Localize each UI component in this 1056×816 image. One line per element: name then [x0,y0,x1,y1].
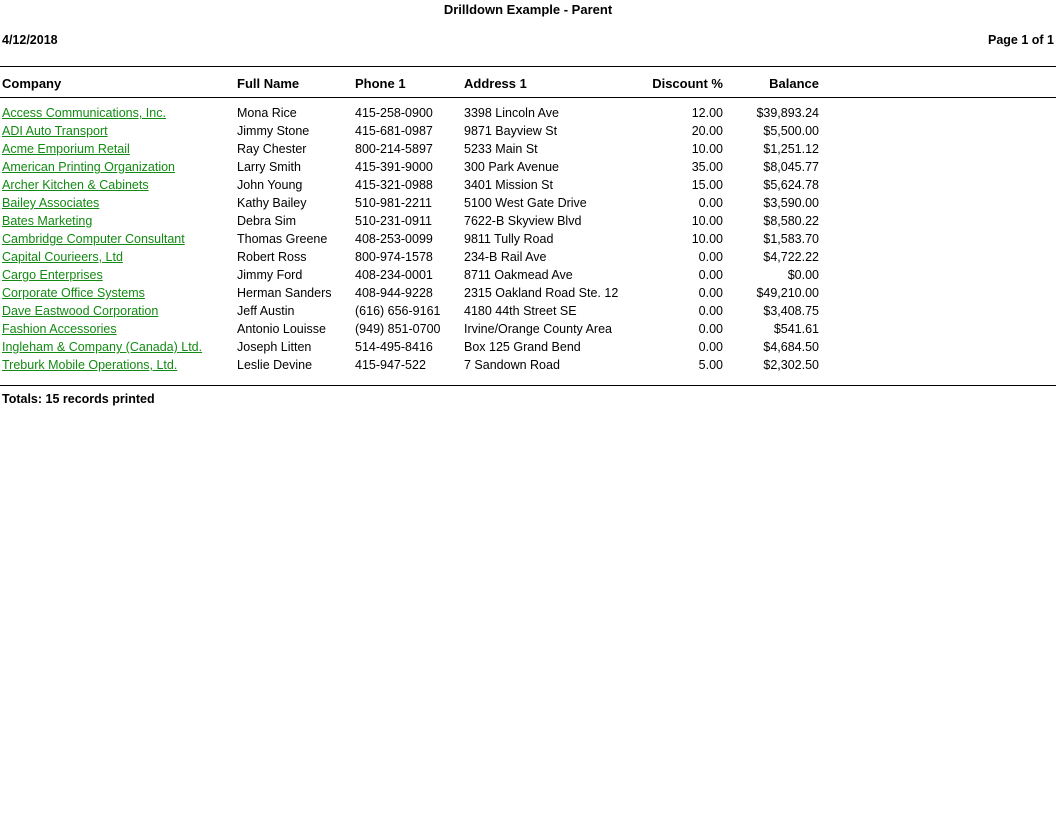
balance-cell: $3,408.75 [763,304,819,318]
discount-cell: 0.00 [698,340,723,354]
report-date: 4/12/2018 [2,33,58,47]
column-header-row [0,76,1056,92]
company-link[interactable]: Access Communications, Inc. [2,106,166,120]
company-link[interactable]: American Printing Organization [2,160,175,174]
full-name-cell: Jeff Austin [237,304,295,318]
address-cell: 9871 Bayview St [464,124,558,138]
full-name-cell: Joseph Litten [237,340,312,354]
balance-cell: $1,251.12 [763,142,819,156]
table-row [0,232,1056,250]
header-top-divider [0,66,1056,67]
balance-cell: $2,302.50 [763,358,819,372]
phone-cell: 510-981-2211 [355,196,432,210]
company-link[interactable]: Ingleham & Company (Canada) Ltd. [2,340,203,354]
discount-cell: 0.00 [698,322,723,336]
balance-cell: $49,210.00 [756,286,819,300]
discount-cell: 12.00 [691,106,723,120]
table-row [0,340,1056,358]
discount-cell: 15.00 [691,178,723,192]
full-name-cell: Antonio Louisse [237,322,326,336]
address-cell: 234-B Rail Ave [464,250,547,264]
header-bottom-divider [0,97,1056,98]
address-cell: 5233 Main St [464,142,538,156]
discount-cell: 0.00 [698,304,723,318]
full-name-cell: Leslie Devine [237,358,313,372]
column-header-company: Company [2,76,62,91]
phone-cell: 800-214-5897 [355,142,433,156]
column-header-balance: Balance [769,76,819,91]
column-header-full-name: Full Name [237,76,300,91]
report-title: Drilldown Example - Parent [443,2,613,17]
full-name-cell: Larry Smith [237,160,301,174]
column-header-discount: Discount % [652,76,723,91]
table-row [0,304,1056,322]
phone-cell: 408-234-0001 [355,268,433,282]
column-header-phone: Phone 1 [355,76,406,91]
full-name-cell: Jimmy Ford [237,268,303,282]
company-link[interactable]: Cargo Enterprises [2,268,103,282]
address-cell: 7622-B Skyview Blvd [464,214,582,228]
address-cell: 3398 Lincoln Ave [464,106,559,120]
table-row [0,196,1056,214]
table-row [0,178,1056,196]
company-link[interactable]: Capital Courieers, Ltd [2,250,123,264]
phone-cell: 510-231-0911 [355,214,432,228]
address-cell: 3401 Mission St [464,178,553,192]
balance-cell: $39,893.24 [756,106,819,120]
phone-cell: (949) 851-0700 [355,322,441,336]
address-cell: 9811 Tully Road [464,232,554,246]
balance-cell: $8,580.22 [763,214,819,228]
full-name-cell: Ray Chester [237,142,307,156]
table-row [0,142,1056,160]
discount-cell: 10.00 [691,214,723,228]
table-row [0,322,1056,340]
report-table-body [0,106,1056,376]
company-link[interactable]: Treburk Mobile Operations, Ltd. [2,358,178,372]
address-cell: Box 125 Grand Bend [464,340,581,354]
balance-cell: $4,722.22 [763,250,819,264]
address-cell: 8711 Oakmead Ave [464,268,573,282]
discount-cell: 35.00 [691,160,723,174]
address-cell: 2315 Oakland Road Ste. 12 [464,286,619,300]
footer-divider [0,385,1056,386]
address-cell: 5100 West Gate Drive [464,196,587,210]
full-name-cell: Jimmy Stone [237,124,310,138]
discount-cell: 0.00 [698,196,723,210]
discount-cell: 10.00 [691,232,723,246]
discount-cell: 20.00 [691,124,723,138]
column-header-address: Address 1 [464,76,527,91]
phone-cell: 800-974-1578 [355,250,433,264]
full-name-cell: Mona Rice [237,106,297,120]
full-name-cell: Robert Ross [237,250,307,264]
balance-cell: $541.61 [773,322,819,336]
balance-cell: $3,590.00 [763,196,819,210]
phone-cell: 408-253-0099 [355,232,433,246]
balance-cell: $8,045.77 [763,160,819,174]
phone-cell: 415-258-0900 [355,106,433,120]
company-link[interactable]: Corporate Office Systems [2,286,145,300]
phone-cell: 514-495-8416 [355,340,433,354]
table-row [0,160,1056,178]
balance-cell: $4,684.50 [763,340,819,354]
company-link[interactable]: Bates Marketing [2,214,93,228]
company-link[interactable]: ADI Auto Transport [2,124,108,138]
company-link[interactable]: Archer Kitchen & Cabinets [2,178,149,192]
discount-cell: 0.00 [698,286,723,300]
full-name-cell: Debra Sim [237,214,297,228]
phone-cell: 415-681-0987 [355,124,433,138]
table-row [0,358,1056,376]
address-cell: 300 Park Avenue [464,160,559,174]
address-cell: 4180 44th Street SE [464,304,577,318]
full-name-cell: Kathy Bailey [237,196,307,210]
phone-cell: 415-947-522 [355,358,426,372]
balance-cell: $0.00 [787,268,819,282]
table-row [0,268,1056,286]
phone-cell: (616) 656-9161 [355,304,441,318]
company-link[interactable]: Acme Emporium Retail [2,142,130,156]
company-link[interactable]: Cambridge Computer Consultant [2,232,185,246]
phone-cell: 415-391-9000 [355,160,433,174]
table-row [0,214,1056,232]
balance-cell: $1,583.70 [763,232,819,246]
address-cell: 7 Sandown Road [464,358,560,372]
phone-cell: 415-321-0988 [355,178,433,192]
discount-cell: 5.00 [698,358,723,372]
discount-cell: 10.00 [691,142,723,156]
full-name-cell: John Young [237,178,303,192]
company-link[interactable]: Bailey Associates [2,196,100,210]
full-name-cell: Thomas Greene [237,232,328,246]
address-cell: Irvine/Orange County Area [464,322,612,336]
balance-cell: $5,624.78 [763,178,819,192]
page-number: Page 1 of 1 [988,33,1054,47]
table-row [0,106,1056,124]
company-link[interactable]: Dave Eastwood Corporation [2,304,159,318]
company-link[interactable]: Fashion Accessories [2,322,117,336]
table-row [0,124,1056,142]
totals-summary: Totals: 15 records printed [2,392,155,406]
balance-cell: $5,500.00 [763,124,819,138]
phone-cell: 408-944-9228 [355,286,433,300]
full-name-cell: Herman Sanders [237,286,332,300]
table-row [0,250,1056,268]
discount-cell: 0.00 [698,250,723,264]
table-row [0,286,1056,304]
discount-cell: 0.00 [698,268,723,282]
